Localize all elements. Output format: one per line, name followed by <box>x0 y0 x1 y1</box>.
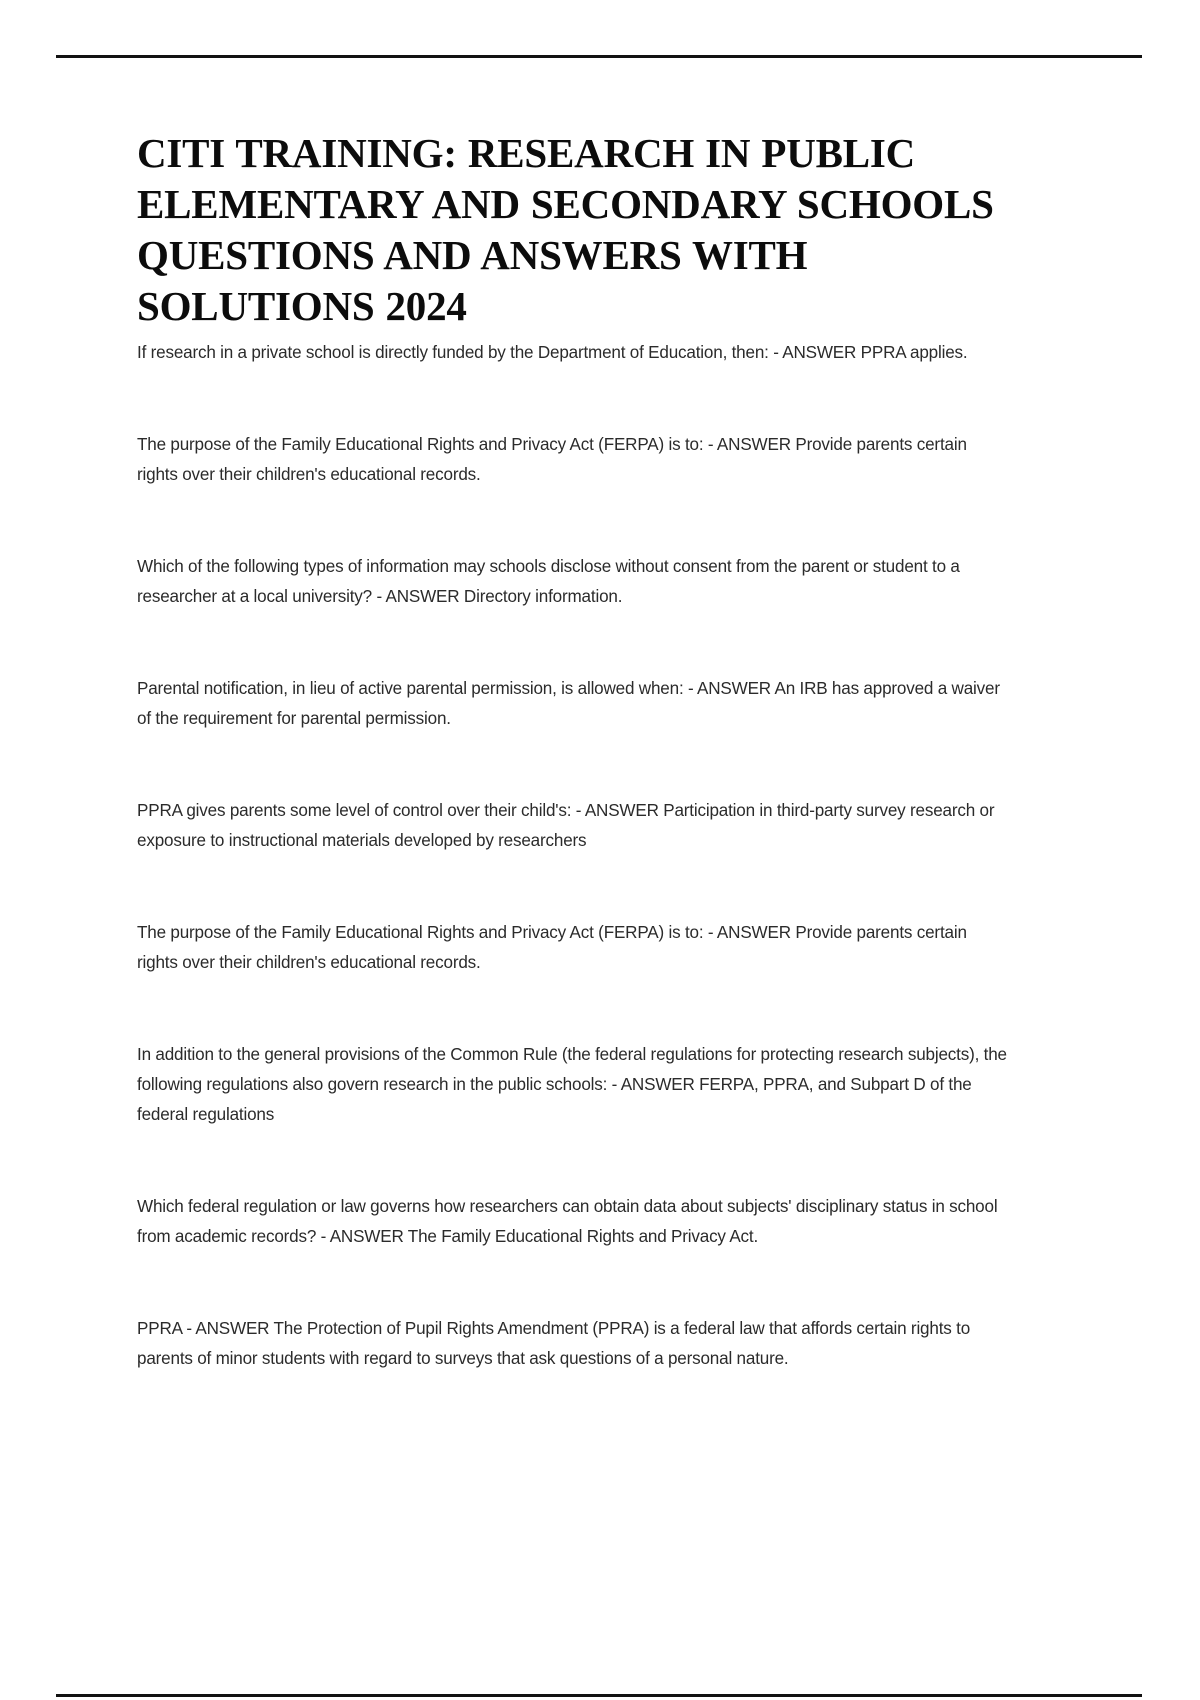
qa-paragraph: Which federal regulation or law governs how researchers can obtain data about subjects' disciplinary status in school from academic records? - ANSWER The Family Educational Rights and Privacy Act. <box>137 1197 998 1246</box>
qa-paragraph: The purpose of the Family Educational Rights and Privacy Act (FERPA) is to: - ANSWER Provide parents certain rights over their children's educational records. <box>137 435 967 484</box>
qa-paragraph: The purpose of the Family Educational Rights and Privacy Act (FERPA) is to: - ANSWER Provide parents certain rights over their children's educational records. <box>137 923 967 972</box>
qa-paragraph: PPRA - ANSWER The Protection of Pupil Rights Amendment (PPRA) is a federal law that affords certain rights to parents of minor students with regard to surveys that ask questions of a personal nature. <box>137 1319 971 1368</box>
qa-list <box>137 338 1009 1374</box>
document-content <box>137 128 1009 1374</box>
qa-paragraph: In addition to the general provisions of the Common Rule (the federal regulations for protecting research subjects), the following regulations also govern research in the public schools: - ANSWER FERPA, PPRA, and Subpart D of the federal regulations <box>137 1045 1007 1124</box>
page-title: CITI TRAINING: RESEARCH IN PUBLIC ELEMENTARY AND SECONDARY SCHOOLS QUESTIONS AND ANSWERS WITH SOLUTIONS 2024 <box>137 130 994 329</box>
qa-paragraph: PPRA gives parents some level of control over their child's: - ANSWER Participation in third-party survey research or exposure to instructional materials developed by researchers <box>137 801 995 850</box>
page-top-rule <box>56 55 1142 58</box>
page-bottom-rule <box>56 1694 1142 1697</box>
qa-paragraph: Which of the following types of information may schools disclose without consent from the parent or student to a researcher at a local university? - ANSWER Directory information. <box>137 557 960 606</box>
qa-paragraph: Parental notification, in lieu of active parental permission, is allowed when: - ANSWER An IRB has approved a waiver of the requirement for parental permission. <box>137 679 1000 728</box>
qa-paragraph: If research in a private school is directly funded by the Department of Education, then: - ANSWER PPRA applies. <box>137 343 968 362</box>
